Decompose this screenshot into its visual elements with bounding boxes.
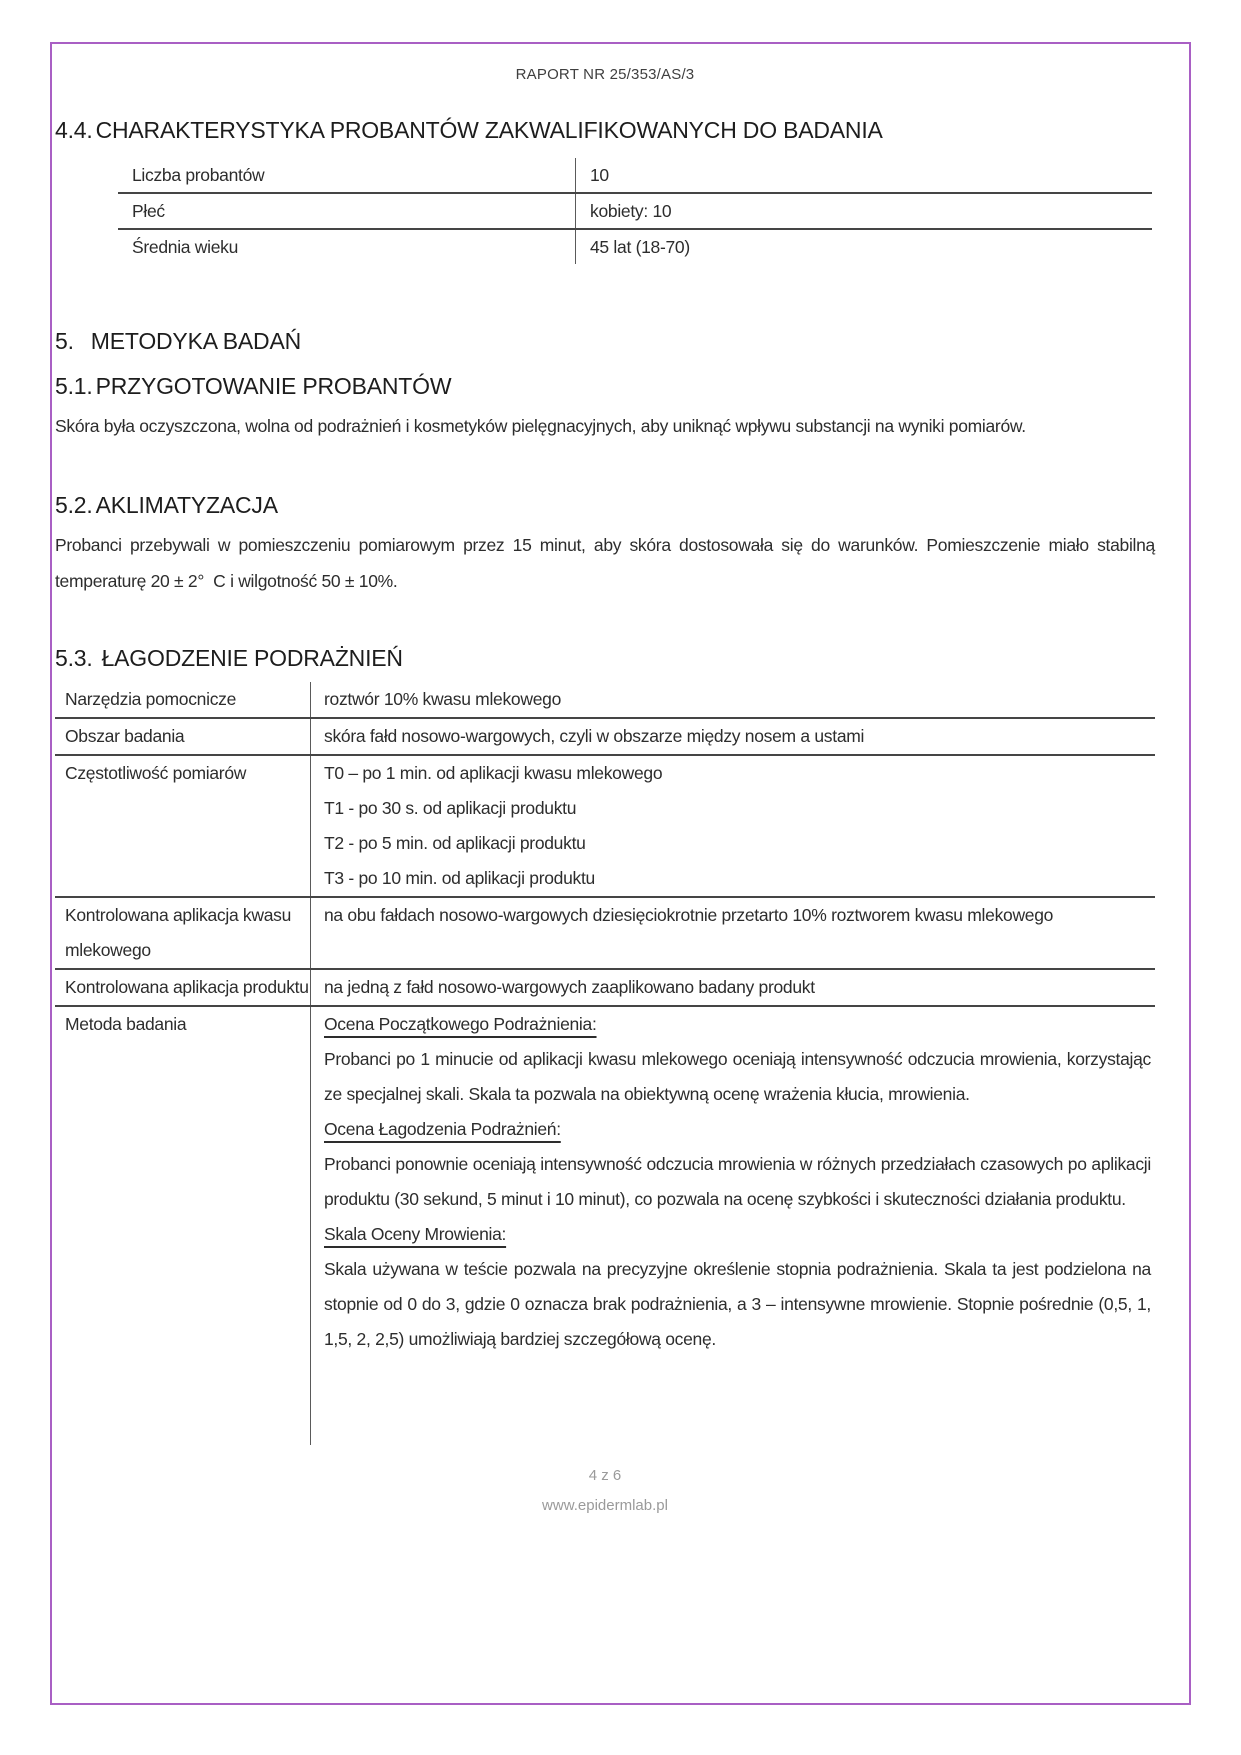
row-value — [310, 898, 1155, 968]
method-subheading: Ocena Początkowego Podrażnienia: — [324, 1014, 597, 1034]
table-row — [118, 158, 1152, 194]
measurement-time: T2 - po 5 min. od aplikacji produktu — [324, 833, 586, 853]
page-content — [55, 42, 1155, 1521]
table-row — [118, 230, 1152, 264]
row-label: Metoda badania — [65, 1014, 187, 1034]
row-value: kobiety: 10 — [575, 194, 1152, 228]
row-value: roztwór 10% kwasu mlekowego — [310, 682, 1155, 717]
measurement-time: T1 - po 30 s. od aplikacji produktu — [324, 798, 577, 818]
method-paragraph: Probanci ponownie oceniają intensywność odczucia mrowienia w różnych przedziałach czasowych po aplikacji produktu (30 sekund, 5 minut i 10 minut), co pozwala na ocenę szybkości i skuteczności działania produktu. — [324, 1154, 1151, 1209]
method-subheading: Skala Oceny Mrowienia: — [324, 1224, 507, 1244]
row-value: na jedną z fałd nosowo-wargowych zaaplikowano badany produkt — [310, 970, 1155, 1005]
heading-title: METODYKA BADAŃ — [90, 328, 302, 354]
row-value-text: na obu fałdach nosowo-wargowych dziesięciokrotnie przetarto 10% roztworem kwasu mlekowego — [324, 905, 1054, 925]
row-label: Obszar badania — [65, 726, 185, 746]
row-value — [310, 756, 1155, 896]
row-label: Kontrolowana aplikacja produktu — [65, 977, 309, 997]
website-url: www.epidermlab.pl — [542, 1497, 668, 1514]
row-label: Liczba probantów — [132, 165, 265, 185]
heading-number: 5. — [55, 328, 74, 354]
measurement-time: T3 - po 10 min. od aplikacji produktu — [324, 868, 595, 888]
section-heading-5-3 — [55, 645, 1155, 672]
heading-number: 5.2. — [55, 492, 93, 518]
table-row — [55, 682, 1155, 719]
row-label: Częstotliwość pomiarów — [65, 763, 247, 783]
heading-number: 5.1. — [55, 373, 93, 399]
heading-title: CHARAKTERYSTYKA PROBANTÓW ZAKWALIFIKOWANYCH DO BADANIA — [95, 117, 883, 143]
method-table — [55, 682, 1155, 1445]
row-value: 45 lat (18-70) — [575, 230, 1152, 264]
method-paragraph: Skala używana w teście pozwala na precyzyjne określenie stopnia podrażnienia. Skala ta jest podzielona na stopnie od 0 do 3, gdzie 0 oznacza brak podrażnienia, a 3 – intensywne mrowienie. Stopnie pośrednie (0,5, 1, 1,5, 2, 2,5) umożliwiają bardziej szczegółową ocenę. — [324, 1259, 1151, 1349]
heading-title: ŁAGODZENIE PODRAŻNIEŃ — [101, 645, 403, 671]
subjects-table — [118, 158, 1152, 264]
row-label: Płeć — [132, 201, 165, 221]
table-row — [55, 970, 1155, 1007]
table-row — [55, 756, 1155, 898]
table-row — [55, 898, 1155, 970]
table-row — [55, 719, 1155, 756]
section-heading-5 — [55, 328, 1155, 355]
paragraph-5-1: Skóra była oczyszczona, wolna od podrażnień i kosmetyków pielęgnacyjnych, aby uniknąć wpływu substancji na wyniki pomiarów. — [55, 416, 1026, 436]
heading-number: 4.4. — [55, 117, 93, 143]
section-heading-5-2 — [55, 492, 1155, 519]
page-footer — [55, 1461, 1155, 1521]
row-value: skóra fałd nosowo-wargowych, czyli w obszarze między nosem a ustami — [310, 719, 1155, 754]
heading-number: 5.3. — [55, 645, 93, 671]
method-paragraph: Probanci po 1 minucie od aplikacji kwasu mlekowego oceniają intensywność odczucia mrowienia, korzystając ze specjalnej skali. Skala ta pozwala na obiektywną ocenę wrażenia kłucia, mrowienia. — [324, 1049, 1151, 1104]
row-label: Narzędzia pomocnicze — [65, 689, 237, 709]
heading-title: AKLIMATYZACJA — [95, 492, 278, 518]
row-value — [310, 1007, 1155, 1445]
report-number-header: RAPORT NR 25/353/AS/3 — [515, 66, 695, 83]
page-number: 4 z 6 — [588, 1467, 622, 1484]
row-value: 10 — [575, 158, 1152, 192]
paragraph-5-2: Probanci przebywali w pomieszczeniu pomiarowym przez 15 minut, aby skóra dostosowała się do warunków. Pomieszczenie miało stabilną temperaturę 20 ± 2° C i wilgotność 50 ± 10%. — [55, 535, 1155, 591]
measurement-time: T0 – po 1 min. od aplikacji kwasu mlekowego — [324, 763, 663, 783]
section-heading-4-4 — [55, 117, 1155, 144]
heading-title: PRZYGOTOWANIE PROBANTÓW — [95, 373, 452, 399]
table-row — [118, 194, 1152, 230]
table-row — [55, 1007, 1155, 1445]
section-heading-5-1 — [55, 373, 1155, 400]
row-label: Kontrolowana aplikacja kwasu mlekowego — [65, 905, 292, 960]
row-label: Średnia wieku — [132, 237, 239, 257]
method-subheading: Ocena Łagodzenia Podrażnień: — [324, 1119, 561, 1139]
